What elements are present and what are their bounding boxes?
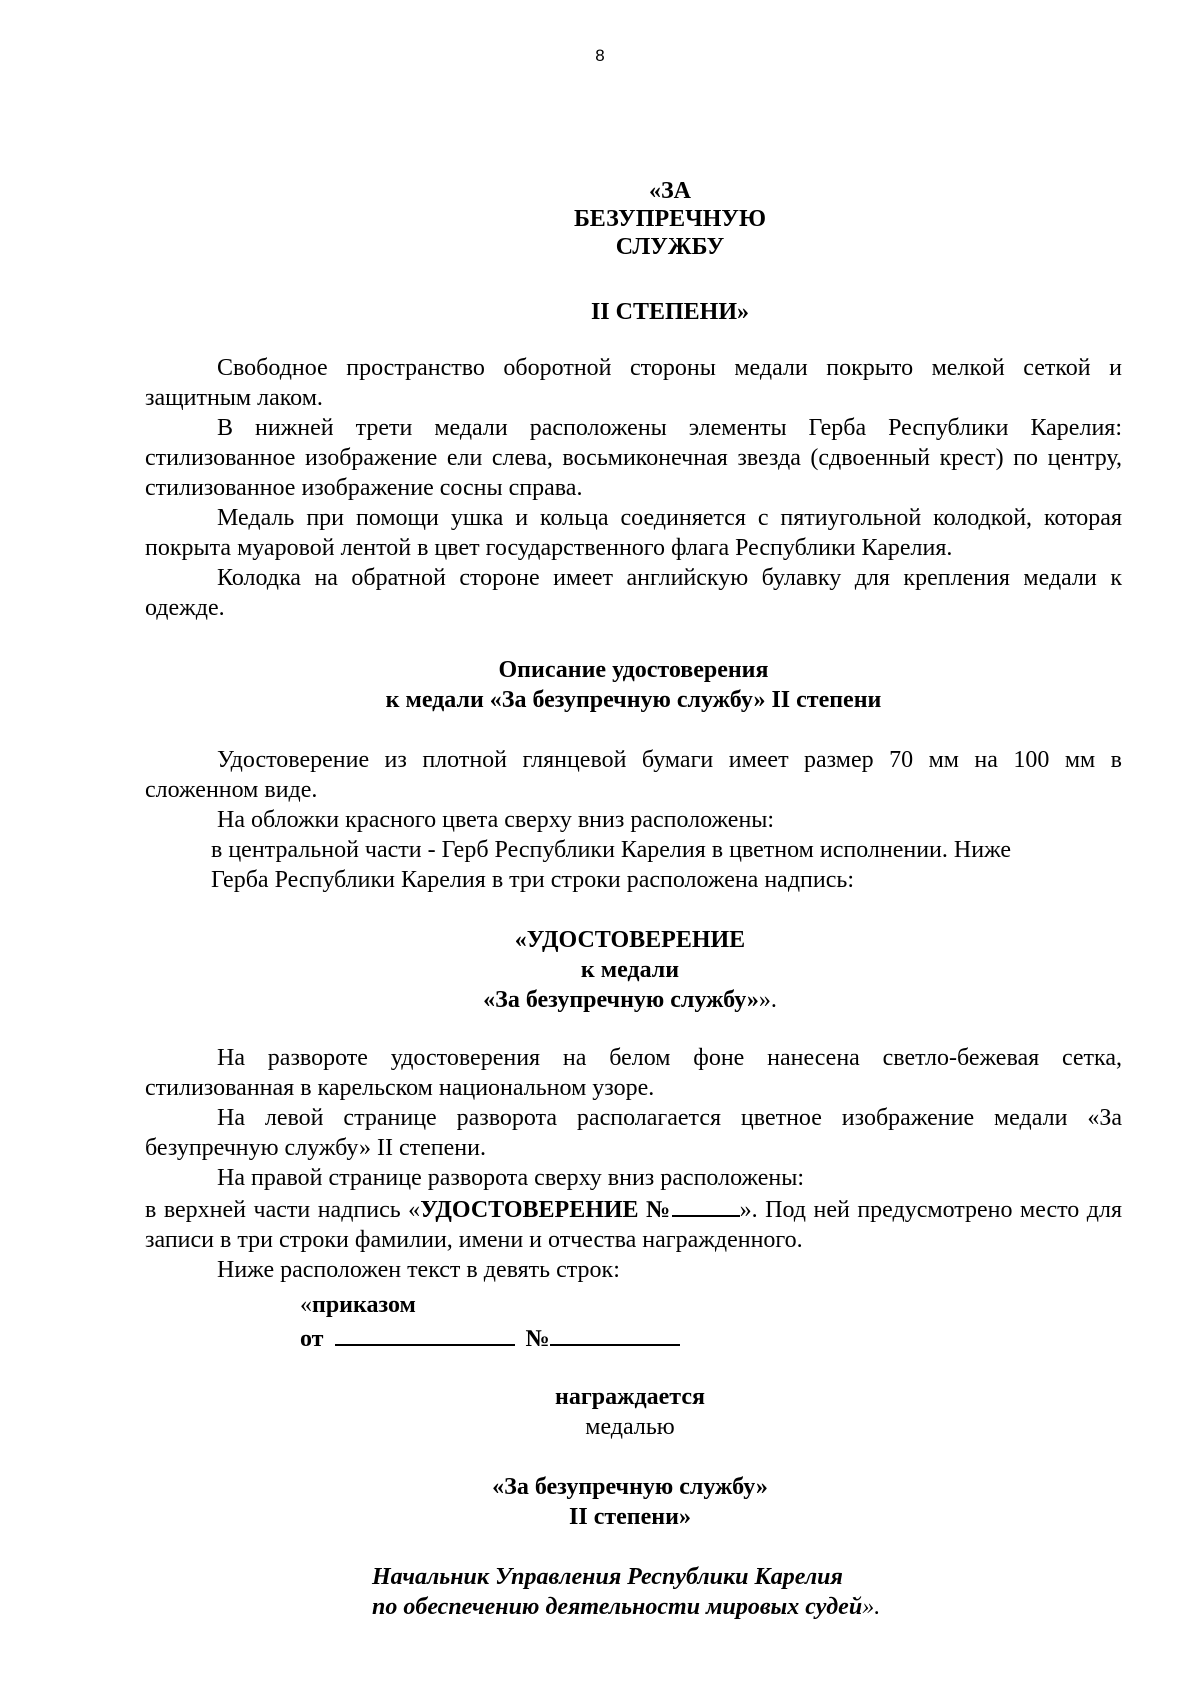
cover-inscription-medal-name: «За безупречную службу» [483,987,759,1013]
title-block [0,177,1200,261]
title-line-2: БЕЗУПРЕЧНУЮ [573,206,767,232]
signer-line-2-text: по обеспечению деятельности мировых судей [372,1594,863,1620]
certificate-paragraph-2: На обложки красного цвета сверху вниз расположены: [217,807,775,833]
spread-paragraph-4 [145,1193,1122,1255]
medal-paragraph-1: Свободное пространство оборотной стороны медали покрыто мелкой сеткой и защитным лаком. [145,355,1122,411]
order-number-blank [550,1322,680,1346]
signer-close-quote: ». [862,1594,881,1620]
medal-paragraph-4: Колодка на обратной стороне имеет английскую булавку для крепления медали к одежде. [145,565,1122,621]
certificate-paragraph-3 [211,835,1122,895]
certificate-heading-line-1: Описание удостоверения [498,657,769,683]
certificate-heading [145,655,1122,715]
certificate-heading-line-2: к медали «За безупречную службу» II степени [385,687,882,713]
signer-line-2 [372,1592,1072,1622]
spread-p4-bold: УДОСТОВЕРЕНИЕ № [420,1197,672,1223]
cover-inscription-line-1: «УДОСТОВЕРЕНИЕ [514,927,746,953]
cover-inscription-line-3 [0,985,1200,1015]
order-word: приказом [312,1292,416,1318]
order-line-1 [300,1290,800,1320]
order-number-label: № [525,1326,550,1352]
spread-p4-post: ». Под ней предусмотрено место для записи в три строки фамилии, имени и отчества награжденного. [145,1197,1123,1253]
order-date-blank [335,1322,515,1346]
medal-name-block [0,1472,1200,1532]
medal-paragraph-3: Медаль при помощи ушка и кольца соединяется с пятиугольной колодкой, которая покрыта муаровой лентой в цвет государственного флага Республики Карелия. [145,505,1122,561]
certificate-paragraph-3-line-2: Герба Республики Карелия в три строки расположена надпись: [211,867,854,893]
certificate-paragraph-1: Удостоверение из плотной глянцевой бумаги имеет размер 70 мм на 100 мм в сложенном виде. [145,747,1122,803]
signer-block [372,1562,1072,1622]
title-line-3: СЛУЖБУ [615,234,725,260]
awarded-word: награждается [555,1384,705,1410]
spread-paragraph-1: На развороте удостоверения на белом фоне нанесена светло-бежевая сетка, стилизованная в карельском национальном узоре. [145,1045,1122,1101]
spread-paragraph-2: На левой странице разворота располагается цветное изображение медали «За безупречную службу» II степени. [145,1105,1122,1161]
medal-paragraph-2: В нижней трети медали расположены элементы Герба Республики Карелия: стилизованное изображение ели слева, восьмиконечная звезда (сдвоенный крест) по центру, стилизованное изображение сосны справа. [145,415,1122,501]
title-line-1: «ЗА [649,178,691,204]
page-number: 8 [595,46,605,65]
signer-line-1: Начальник Управления Республики Карелия [372,1564,843,1590]
medal-degree: II степени» [569,1504,691,1530]
certificate-paragraph-3-line-1: в центральной части - Герб Республики Карелия в цветном исполнении. Ниже [211,837,1011,863]
certificate-number-blank [672,1193,740,1217]
order-from-label: от [300,1326,324,1352]
awarded-block [0,1382,1200,1442]
medal-description [145,353,1122,623]
spread-p4-pre: в верхней части надпись « [145,1197,421,1223]
cover-inscription [0,925,1200,1015]
order-line-2 [300,1322,800,1354]
cover-inscription-line-2: к медали [580,957,680,983]
spread-paragraph-3: На правой странице разворота сверху вниз расположены: [217,1165,805,1191]
medal-word: медалью [585,1414,675,1440]
cover-inscription-tail: ». [758,987,777,1013]
title-line-4: II СТЕПЕНИ» [590,299,750,325]
medal-name: «За безупречную службу» [492,1474,768,1500]
spread-paragraph-5: Ниже расположен текст в девять строк: [217,1257,620,1283]
spread-description [145,1043,1122,1285]
order-open-quote: « [300,1292,312,1318]
certificate-body [145,745,1122,835]
